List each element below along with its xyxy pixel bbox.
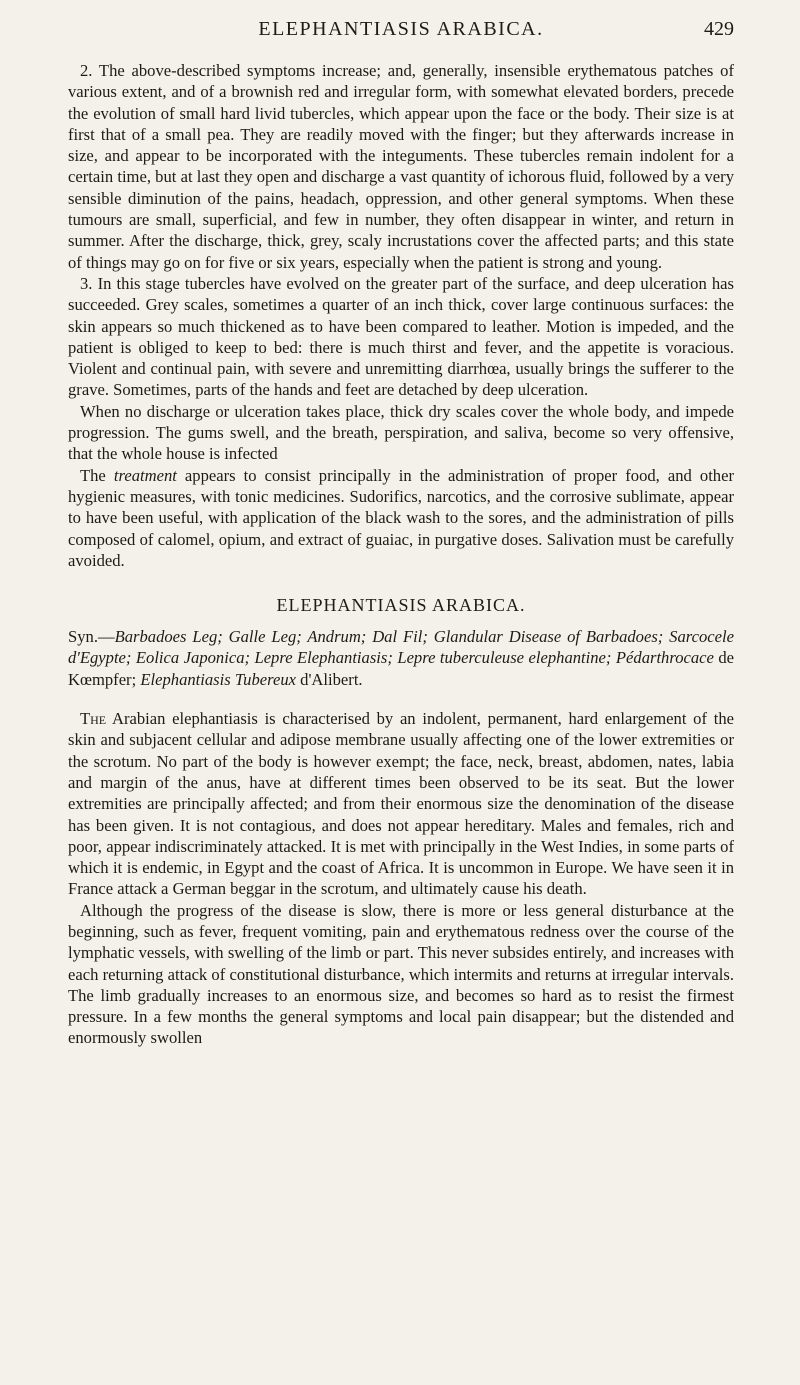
synonyms-list: Barbadoes Leg; Galle Leg; Andrum; Dal Fil; Glandular Disease of Barbadoes; Sarcocele d'Egypte; Eolica Japonica; Lepre Elephantiasis; Lepre tuberculeuse elephantine; Pédarthrocace xyxy=(68,627,734,668)
page-number: 429 xyxy=(704,18,734,40)
synonyms xyxy=(68,626,734,690)
paragraph-arabian-elephantiasis xyxy=(68,708,734,900)
synonyms-de: de Kœmpfer; xyxy=(68,648,735,689)
paragraph-stage-2: 2. The above-described symptoms increase; and, generally, insensible erythematous patches of various extent, and of a brownish red and irregular form, with somewhat elevated borders, precede the evolution of small hard livid tubercles, which appear upon the face or the body. Their size is at first that of a small pea. They are readily moved with the finger; but they afterwards increase in size, and appear to be incorporated with the integuments. These tubercles remain indolent for a certain time, but at last they open and discharge a vast quantity of ichorous fluid, followed by a very sensible diminution of the pains, headach, oppression, and other general symptoms. When these tumours are small, superficial, and few in number, they often disappear in winter, and return in summer. After the discharge, thick, grey, scaly incrustations cover the affected parts; and this state of things may go on for five or six years, especially when the patient is strong and young. xyxy=(68,61,734,272)
synonyms-last: Elephantiasis Tubereux xyxy=(140,669,296,689)
paragraph-progress: Although the progress of the disease is slow, there is more or less general disturbance at the beginning, such as fever, frequent vomiting, pain and erythematous redness over the course of the lymphatic vessels, with swelling of the limb or part. This never subsides entirely, and increases with each returning attack of constitutional disturbance, which intermits and returns at irregular intervals. The limb gradually increases to an enormous size, and becomes so hard as to resist the firmest pressure. In a few months the general symptoms and local pain disappear; but the distended and enormously swollen xyxy=(68,900,734,1048)
paragraph-dry-scales: When no discharge or ulceration takes place, thick dry scales cover the whole body, and impede progression. The gums swell, and the breath, perspiration, and saliva, become so very offensive, that the whole house is infected xyxy=(68,401,734,464)
section-heading: ELEPHANTIASIS ARABICA. xyxy=(276,595,526,616)
paragraph-arabian-text: Arabian elephantiasis is characterised by an indolent, permanent, hard enlargement of the skin and subjacent cellular and adipose membrane usually affecting one of the lower extremities or the scrotum. No part of the body is however exempt; the face, neck, breast, abdomen, nates, labia and margin of the anus, have at different times been observed to be its seat. But the lower extremities are principally affected; and from their enormous size the denomination of the disease has been given. It is not contagious, and does not appear hereditary. Males and females, rich and poor, appear indiscriminately attacked. It is met with principally in the West Indies, in some parts of which it is endemic, in Egypt and the coast of Africa. It is uncommon in Europe. We have seen it in France attack a German beggar in the scrotum, and ultimately cause his death. xyxy=(68,709,734,899)
treatment-lead: The xyxy=(80,465,114,485)
paragraph-treatment xyxy=(68,465,734,571)
synonyms-author: d'Alibert. xyxy=(296,669,363,689)
paragraph-stage-3: 3. In this stage tubercles have evolved on the greater part of the surface, and deep ulceration has succeeded. Grey scales, sometimes a quarter of an inch thick, cover large continuous surfaces: the skin appears so much thickened as to have been compared to leather. Motion is impeded, and the patient is obliged to keep to bed: there is much thirst and fever, and the appetite is voracious. Violent and continual pain, with severe and unremitting diarrhœa, usually brings the sufferer to the grave. Sometimes, parts of the hands and feet are detached by deep ulceration. xyxy=(68,273,734,400)
treatment-emphasis: treatment xyxy=(113,465,177,485)
running-header xyxy=(68,0,734,60)
running-title: ELEPHANTIASIS ARABICA. xyxy=(258,18,544,40)
paragraph-lead-smallcaps: The xyxy=(80,709,107,729)
synonyms-prefix: Syn.— xyxy=(68,627,115,647)
treatment-text: appears to consist principally in the administration of proper food, and other hygienic measures, with tonic medicines. Sudorifics, narcotics, and the corrosive sublimate, appear to have been useful, with application of the black wash to the sores, and the administration of pills composed of calomel, opium, and extract of guaiac, in purgative doses. Salivation must be carefully avoided. xyxy=(68,465,734,570)
